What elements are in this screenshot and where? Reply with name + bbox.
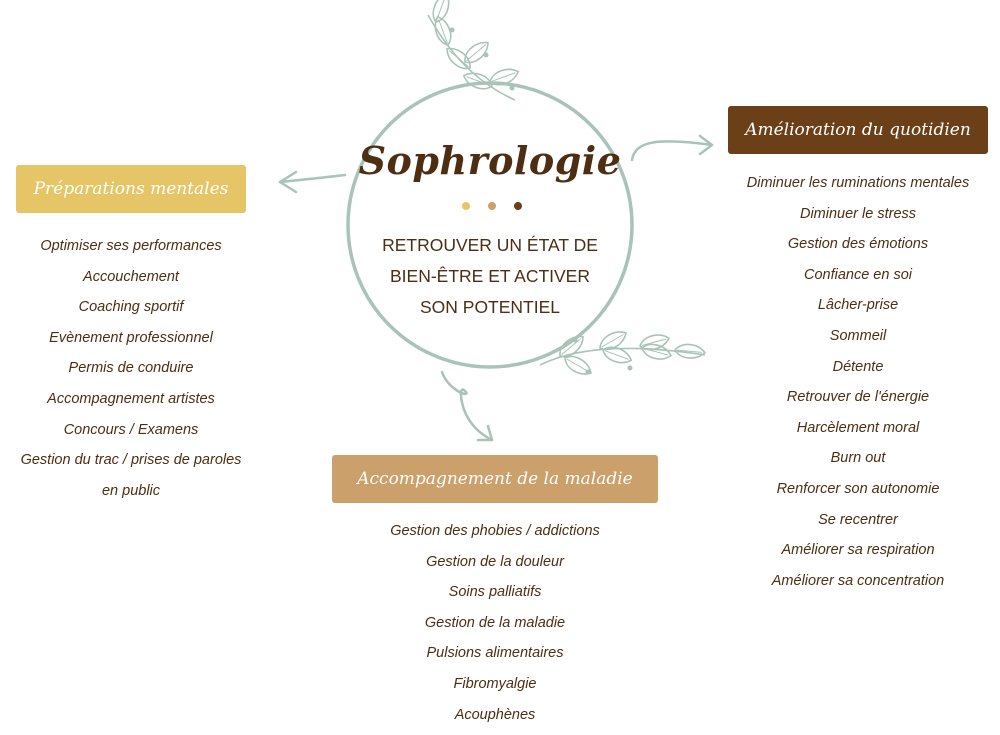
list-item: Gestion du trac / prises de paroles	[20, 452, 242, 469]
list-item: Détente	[832, 358, 884, 375]
list-item: Pulsions alimentaires	[426, 645, 564, 662]
list-item: Burn out	[830, 450, 886, 467]
list-preparations-mentales	[10, 231, 252, 506]
list-item: Sommeil	[829, 327, 887, 344]
list-item: Renforcer son autonomie	[776, 480, 940, 497]
label-preparations-mentales: Préparations mentales	[16, 165, 246, 213]
center-title: Sophrologie	[358, 138, 622, 183]
list-item: Retrouver de l'énergie	[786, 389, 930, 406]
list-item: Gestion de la maladie	[424, 614, 566, 631]
bottom-leaf-branch-icon	[540, 327, 705, 379]
list-item: Se recentrer	[818, 511, 898, 528]
list-item: Harcèlement moral	[796, 419, 920, 436]
list-item: Evènement professionnel	[49, 329, 213, 346]
center-subtitle-line: SON POTENTIEL	[419, 297, 561, 317]
list-item: Coaching sportif	[78, 299, 184, 316]
list-item: Soins palliatifs	[448, 584, 542, 601]
list-item: Diminuer le stress	[799, 205, 917, 222]
list-item: Accompagnement artistes	[47, 390, 215, 407]
list-item: Améliorer sa concentration	[771, 572, 945, 589]
list-item: en public	[101, 482, 161, 499]
list-item: Gestion des phobies / addictions	[390, 523, 600, 539]
list-item: Concours / Examens	[63, 421, 199, 438]
list-item: Gestion des émotions	[787, 236, 929, 253]
dot-3	[514, 202, 522, 210]
list-item: Optimiser ses performances	[40, 238, 222, 254]
arrow-down-icon	[442, 372, 492, 440]
dot-2	[488, 202, 496, 210]
list-amelioration-quotidien	[728, 168, 988, 596]
arrow-right-icon	[632, 136, 712, 160]
center-subtitle-line: RETROUVER UN ÉTAT DE	[382, 235, 598, 255]
list-item: Diminuer les ruminations mentales	[746, 175, 970, 191]
list-item: Améliorer sa respiration	[781, 542, 935, 559]
center-subtitle	[370, 230, 610, 323]
list-accompagnement-maladie	[332, 516, 658, 730]
list-item: Confiance en soi	[803, 266, 912, 283]
list-item: Gestion de la douleur	[426, 553, 564, 570]
list-item: Fibromyalgie	[453, 675, 537, 692]
center-subtitle-line: BIEN-ÊTRE ET ACTIVER	[390, 266, 590, 286]
label-accompagnement-maladie: Accompagnement de la maladie	[332, 455, 658, 503]
center-dots	[462, 202, 522, 212]
list-item: Lâcher-prise	[817, 297, 899, 314]
list-item: Acouphènes	[454, 706, 536, 723]
center-circle	[348, 83, 632, 367]
dot-1	[462, 202, 470, 210]
list-item: Accouchement	[83, 268, 179, 285]
arrow-left-icon	[280, 172, 345, 192]
label-amelioration-quotidien: Amélioration du quotidien	[728, 106, 988, 154]
list-item: Permis de conduire	[68, 360, 194, 377]
